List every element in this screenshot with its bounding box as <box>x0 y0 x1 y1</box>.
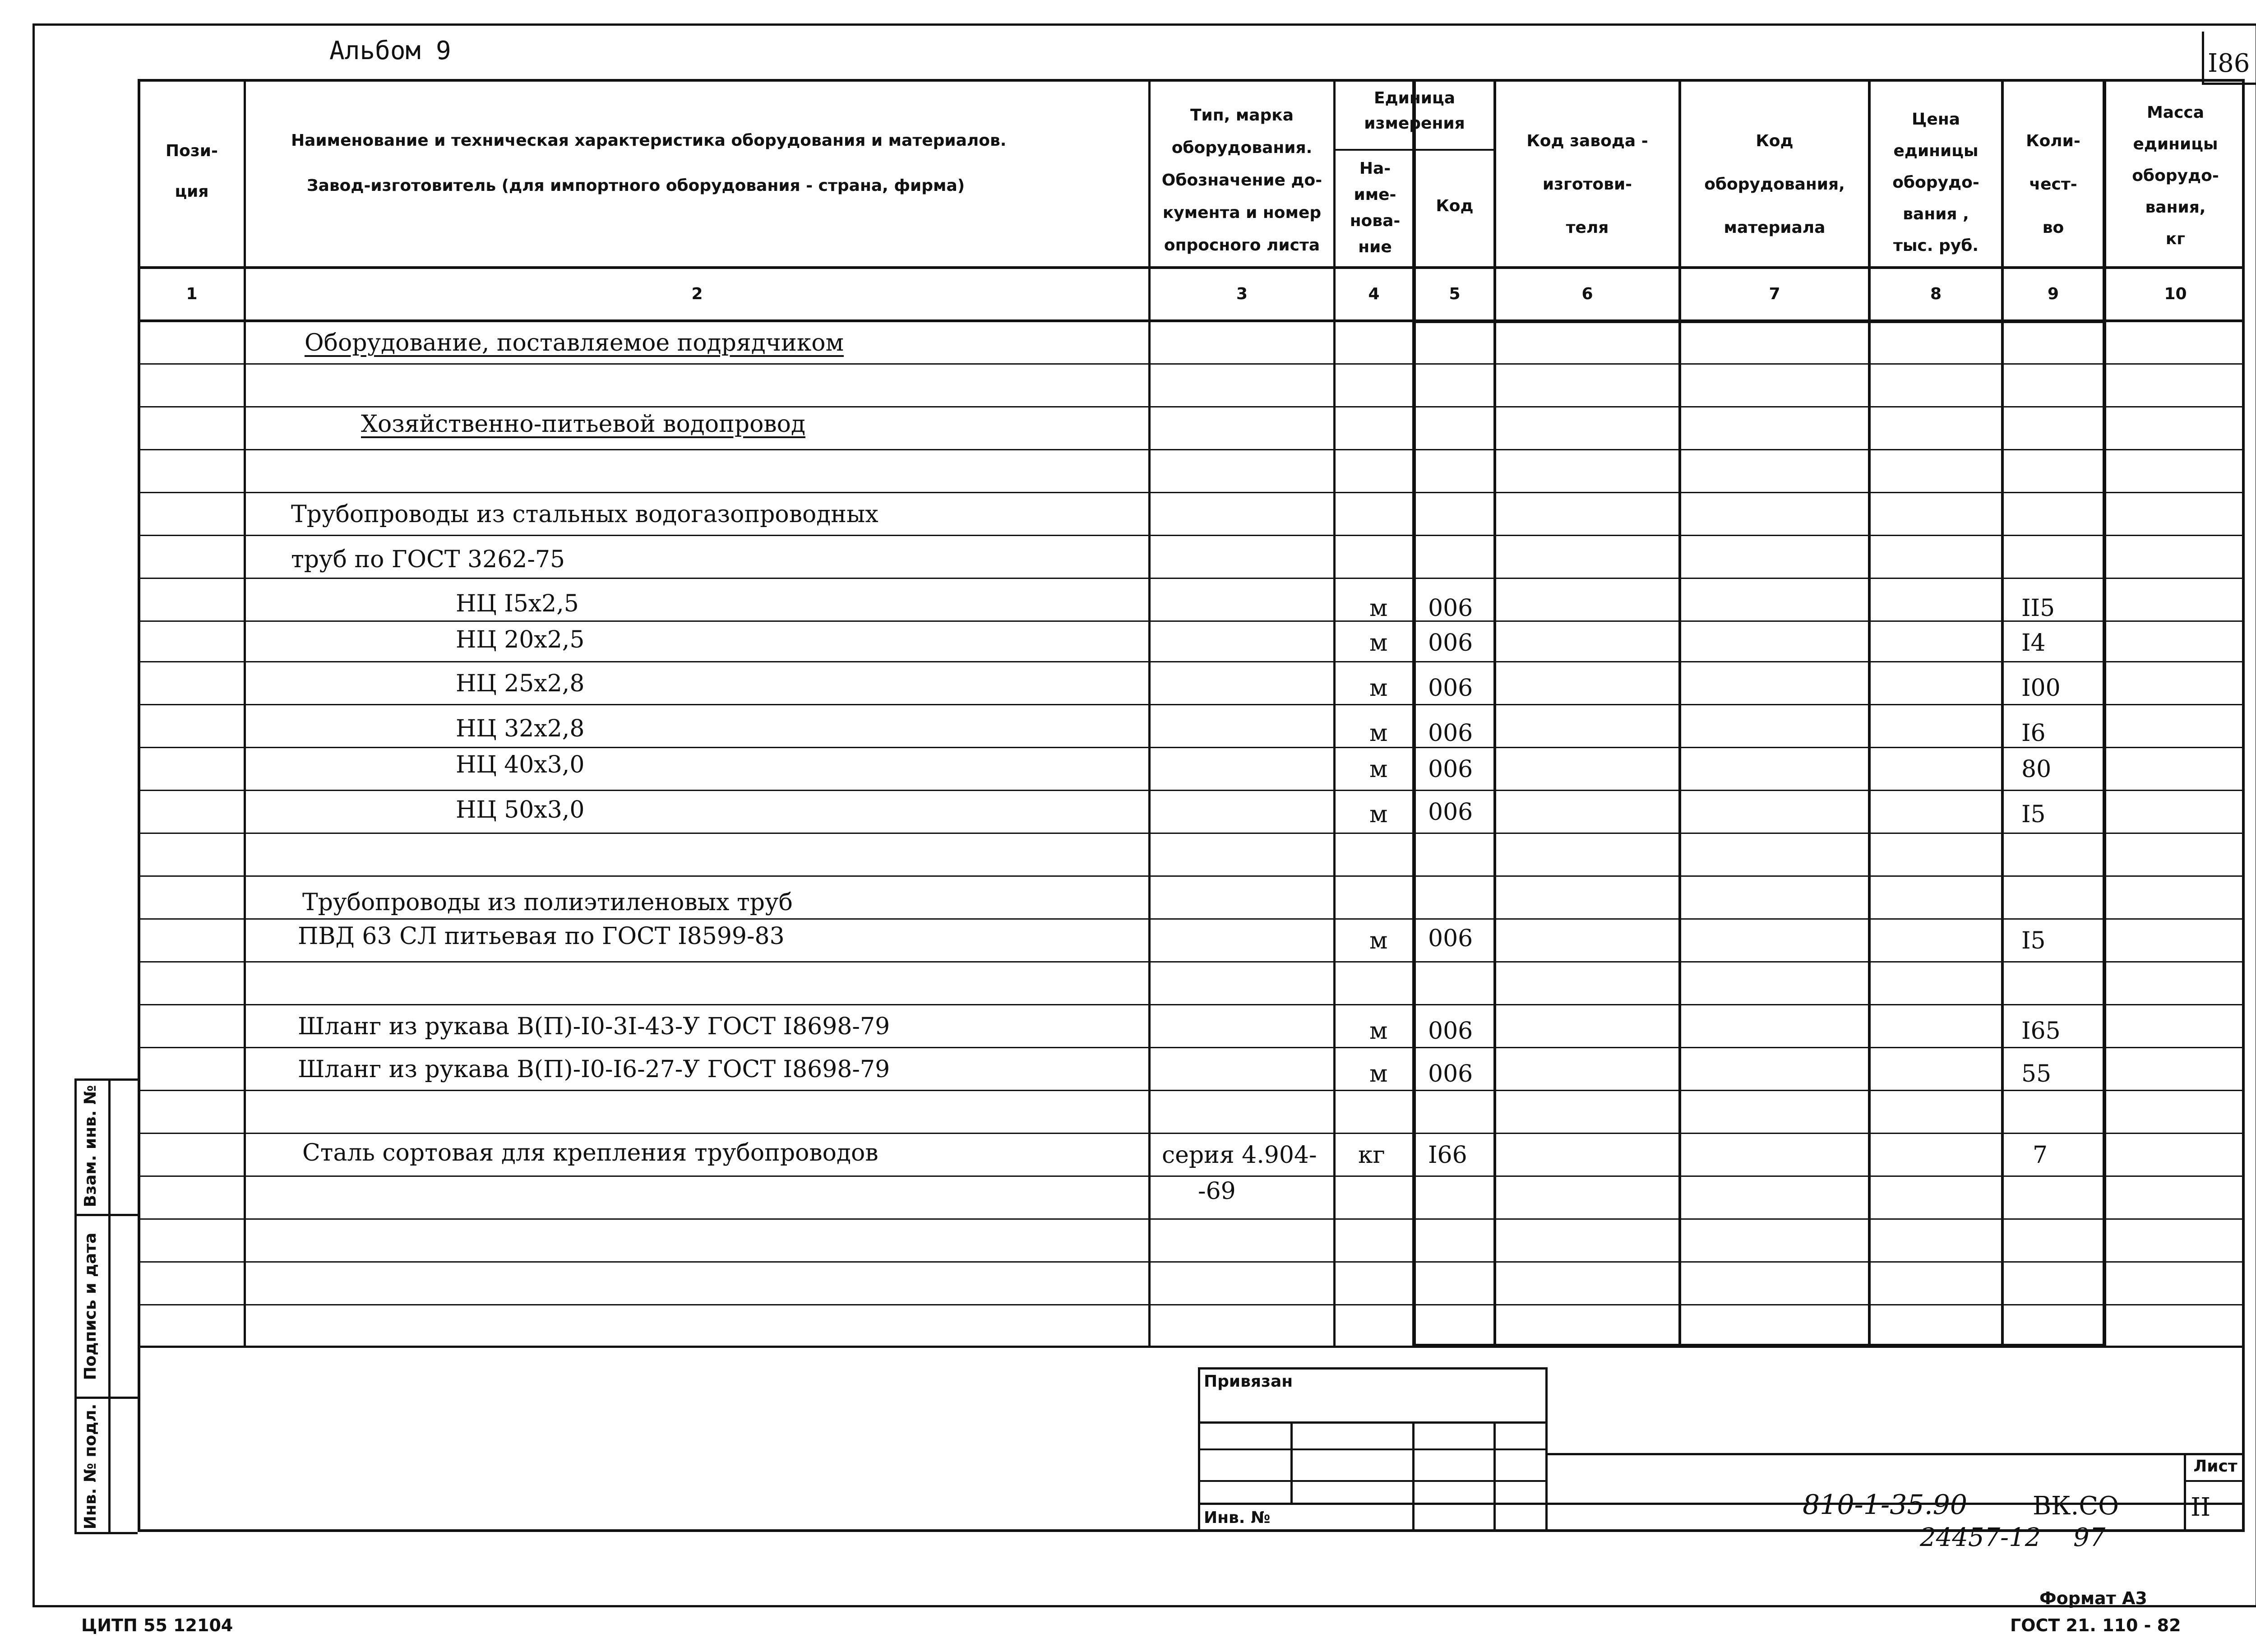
number-row-bottom-line <box>138 319 2245 322</box>
item-unit: м <box>1369 595 1388 622</box>
item-unit: кг <box>1358 1142 1385 1169</box>
item-name: Шланг из рукава В(П)-I0-I6-27-У ГОСТ I8698-79 <box>298 1056 890 1083</box>
col-number: 9 <box>2047 285 2059 303</box>
row-line <box>138 620 2245 622</box>
header-plant-code: Код завода - изготови- теля <box>1526 132 1648 237</box>
section-subheading: Хозяйственно-питьевой водопровод <box>361 411 805 438</box>
footer-format: Формат А3 <box>2039 1588 2147 1608</box>
row-line <box>138 1047 2245 1048</box>
header-name-line2: Завод-изготовитель (для импортного оборудования - страна, фирма) <box>307 176 965 195</box>
item-code: 006 <box>1428 1060 1473 1087</box>
item-name: НЦ 50х3,0 <box>456 796 585 824</box>
item-code: 006 <box>1428 925 1473 952</box>
row-line <box>138 363 2245 365</box>
col-number: 2 <box>691 285 703 303</box>
col-divider-1 <box>244 79 246 1348</box>
item-unit: м <box>1369 801 1388 828</box>
item-name: Трубопроводы из стальных водогазопроводных <box>291 501 878 528</box>
item-qty: 80 <box>2021 756 2052 783</box>
item-name: НЦ 32х2,8 <box>456 715 585 742</box>
side-block-div1 <box>74 1214 138 1216</box>
item-qty: II5 <box>2021 595 2055 622</box>
row-line <box>138 1218 2245 1220</box>
col-number: 7 <box>1769 285 1780 303</box>
item-unit: м <box>1369 927 1388 954</box>
row-line <box>138 406 2245 407</box>
item-qty: I5 <box>2021 927 2046 954</box>
item-unit: м <box>1369 1018 1388 1045</box>
row-line <box>138 790 2245 791</box>
item-code: 006 <box>1428 720 1473 747</box>
row-line <box>138 1090 2245 1091</box>
row-line <box>138 747 2245 748</box>
header-equipment-code: Код оборудования, материала <box>1704 132 1845 237</box>
col-number: 6 <box>1581 285 1593 303</box>
row-line <box>138 578 2245 579</box>
row-line <box>138 1304 2245 1305</box>
page-number: I86 <box>2208 49 2250 78</box>
col-divider-9 <box>2103 79 2106 1348</box>
col-number: 4 <box>1368 285 1380 303</box>
footer-gost: ГОСТ 21. 110 - 82 <box>2010 1615 2181 1635</box>
side-label-podpis: Подпись и дата <box>81 1232 100 1380</box>
item-name: Сталь сортовая для крепления трубопроводов <box>302 1139 878 1166</box>
stamp-col1 <box>1290 1421 1293 1503</box>
archive-sheet: 97 <box>2073 1523 2106 1552</box>
item-unit: м <box>1369 675 1388 702</box>
item-code: 006 <box>1428 799 1473 826</box>
item-code: 006 <box>1428 756 1473 783</box>
item-code: 006 <box>1428 675 1473 702</box>
row-line <box>138 833 2245 834</box>
item-name: НЦ 40х3,0 <box>456 751 585 778</box>
col-divider-6 <box>1678 79 1681 1348</box>
row-line <box>138 492 2245 493</box>
item-unit: м <box>1369 629 1388 657</box>
item-doc: серия 4.904- <box>1162 1142 1317 1169</box>
item-unit: м <box>1369 756 1388 783</box>
item-code: 006 <box>1428 629 1473 657</box>
header-name-line1: Наименование и техническая характеристика оборудования и материалов. <box>291 131 1007 150</box>
section-heading: Оборудование, поставляемое подрядчиком <box>305 329 844 356</box>
stamp-list-label: Лист <box>2193 1457 2238 1476</box>
item-name: Шланг из рукава В(П)-I0-3I-43-У ГОСТ I8698-79 <box>298 1013 890 1040</box>
stamp-inv-no: Инв. № <box>1204 1509 1271 1527</box>
row-line <box>138 661 2245 662</box>
col-number: 8 <box>1930 285 1942 303</box>
side-label-vzam: Взам. инв. № <box>81 1085 100 1208</box>
stamp-col2 <box>1412 1421 1415 1532</box>
row-line <box>138 1004 2245 1005</box>
col-divider-3 <box>1333 79 1336 1348</box>
row-line <box>138 1133 2245 1134</box>
item-doc-continued: -69 <box>1198 1178 1236 1205</box>
item-qty: I4 <box>2021 629 2046 657</box>
item-code: 006 <box>1428 1018 1473 1045</box>
item-qty: I6 <box>2021 720 2046 747</box>
stamp-doc-code: 810-1-35.90 <box>1803 1489 1968 1521</box>
item-name: НЦ 25х2,8 <box>456 670 585 697</box>
stamp-privyazan: Привязан <box>1204 1372 1293 1391</box>
stamp-doc-mark: ВК.СО <box>2033 1491 2119 1521</box>
header-unit: Единица измерения <box>1364 89 1465 133</box>
item-name: Трубопроводы из полиэтиленовых труб <box>302 889 793 916</box>
item-qty: I00 <box>2021 675 2061 702</box>
row-line <box>138 704 2245 705</box>
side-block-mid <box>108 1078 111 1534</box>
row-line <box>138 1261 2245 1263</box>
col-divider-2 <box>1148 79 1151 1348</box>
side-label-inv-podl: Инв. № подл. <box>81 1403 100 1530</box>
col-divider-5 <box>1493 79 1496 1348</box>
col-divider-7 <box>1868 79 1871 1348</box>
col-number: 3 <box>1236 285 1248 303</box>
item-qty: 55 <box>2021 1060 2052 1087</box>
header-position: Пози- ция <box>166 142 218 201</box>
side-block-left <box>74 1078 77 1534</box>
item-name: ПВД 63 СЛ питьевая по ГОСТ I8599-83 <box>298 923 785 950</box>
item-code: 006 <box>1428 595 1473 622</box>
header-type-doc: Тип, марка оборудования. Обозначение до- кумента и номер опросного листа <box>1161 106 1322 255</box>
row-line <box>138 961 2245 963</box>
stamp-col3 <box>1493 1421 1496 1532</box>
item-unit: м <box>1369 1060 1388 1087</box>
row-line <box>138 449 2245 450</box>
col-number: 1 <box>186 285 198 303</box>
item-qty: 7 <box>2033 1142 2048 1169</box>
col-divider-8 <box>2001 79 2004 1348</box>
table-body-end <box>138 1346 2245 1348</box>
item-name: труб по ГОСТ 3262-75 <box>291 546 565 573</box>
header-price: Цена единицы оборудо- вания , тыс. руб. <box>1892 110 1979 255</box>
col-number: 10 <box>2164 285 2187 303</box>
row-line <box>138 875 2245 877</box>
row-line <box>138 535 2245 536</box>
unit-split-line <box>1333 149 1493 151</box>
stamp-list-value: II <box>2191 1493 2211 1522</box>
list-box-top <box>1545 1453 2245 1455</box>
row-line <box>138 1175 2245 1177</box>
album-title: Альбом 9 <box>329 36 451 65</box>
header-bottom-line <box>138 266 2245 269</box>
item-qty: I65 <box>2021 1018 2061 1045</box>
header-unit-code: Код <box>1436 197 1474 215</box>
item-name: НЦ 20х2,5 <box>456 626 585 653</box>
item-unit: м <box>1369 720 1388 747</box>
header-mass: Масса единицы оборудо- вания, кг <box>2132 103 2219 248</box>
col-number: 5 <box>1449 285 1461 303</box>
archive-number: 24457-12 <box>1920 1523 2041 1552</box>
col-divider-4 <box>1412 79 1416 1348</box>
item-name: НЦ I5х2,5 <box>456 590 579 617</box>
item-code: I66 <box>1428 1142 1467 1169</box>
item-qty: I5 <box>2021 801 2046 828</box>
header-quantity: Коли- чест- во <box>2026 132 2080 237</box>
footer-left: ЦИТП 55 12104 <box>81 1615 233 1635</box>
row-line <box>138 918 2245 920</box>
header-unit-name: На- име- нова- ние <box>1350 159 1401 256</box>
